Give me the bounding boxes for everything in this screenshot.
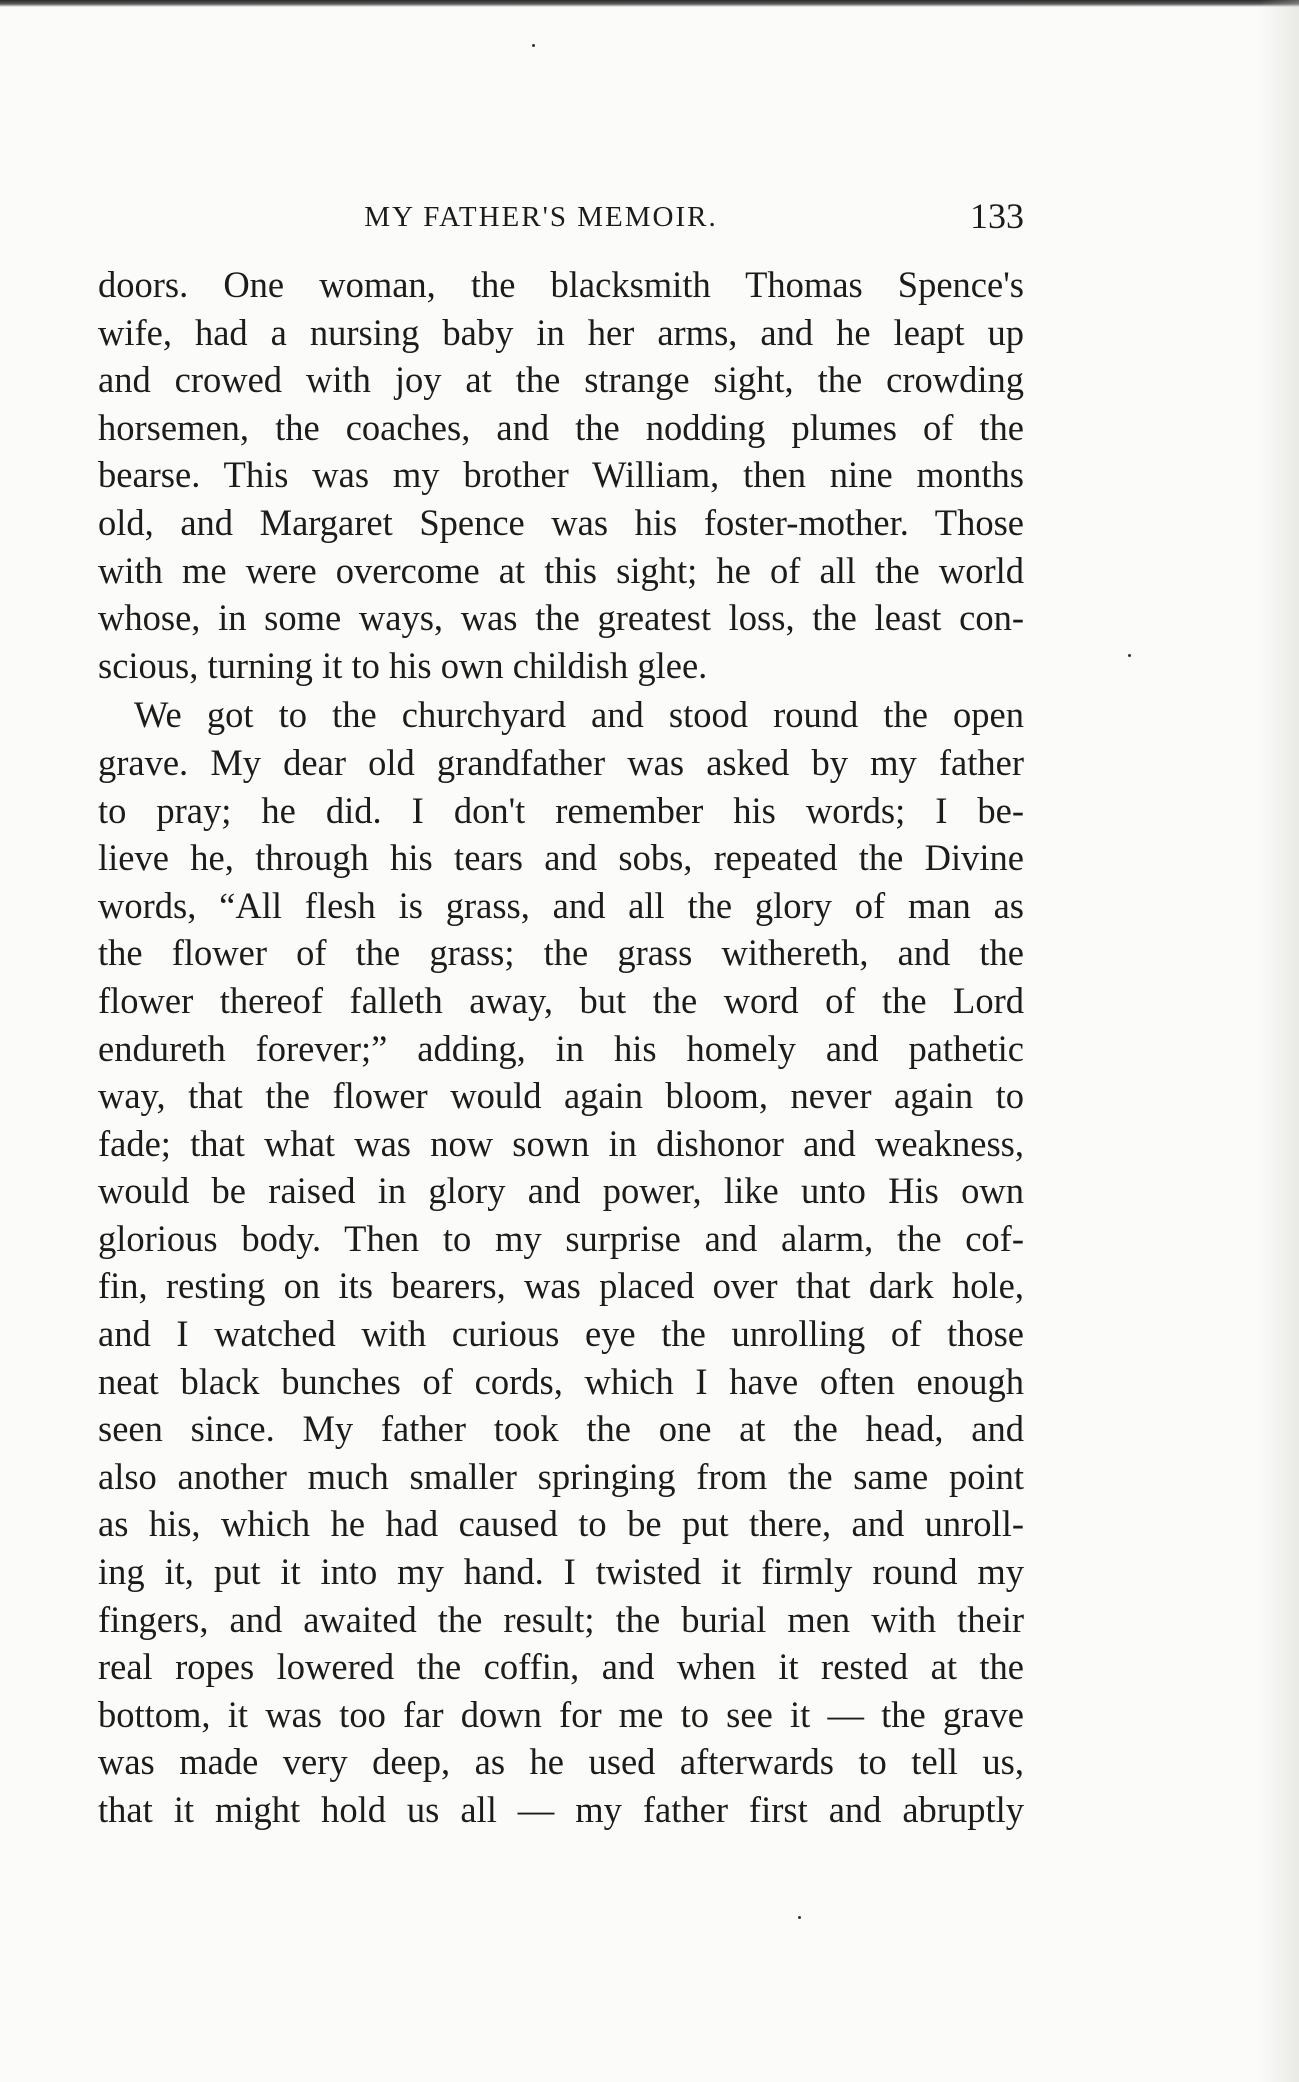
paragraph bbox=[98, 691, 1024, 1833]
text-line: doors. One woman, the blacksmith Thomas Spence's bbox=[98, 264, 1024, 305]
text-line: was made very deep, as he used afterwards to tell us, bbox=[98, 1741, 1024, 1783]
text-line: whose, in some ways, was the greatest loss, the least con- bbox=[98, 597, 1024, 639]
text-line: real ropes lowered the coffin, and when it rested at the bbox=[98, 1646, 1024, 1688]
text-line: way, that the flower would again bloom, never again to bbox=[98, 1075, 1024, 1117]
text-line: that it might hold us all — my father first and abruptly bbox=[98, 1789, 1024, 1830]
text-line: horsemen, the coaches, and the nodding plumes of the bbox=[98, 406, 1024, 448]
text-line: We got to the churchyard and stood round the open bbox=[134, 694, 1024, 736]
text-line: seen since. My father took the one at the head, and bbox=[98, 1408, 1024, 1450]
ink-speck bbox=[798, 1916, 801, 1919]
text-line: fade; that what was now sown in dishonor and weakness, bbox=[98, 1122, 1024, 1164]
text-line: words, “All flesh is grass, and all the glory of man as bbox=[98, 884, 1024, 926]
ink-speck bbox=[532, 44, 535, 47]
text-line: fin, resting on its bearers, was placed over that dark hole, bbox=[98, 1265, 1024, 1307]
text-line: ing it, put it into my hand. I twisted it firmly round my bbox=[98, 1551, 1024, 1593]
running-head bbox=[98, 195, 1024, 255]
text-line: to pray; he did. I don't remember his words; I be- bbox=[98, 789, 1024, 831]
text-line: bottom, it was too far down for me to see it — the grave bbox=[98, 1693, 1024, 1735]
text-line: and crowed with joy at the strange sight, the crowding bbox=[98, 359, 1024, 401]
text-line: as his, which he had caused to be put there, and unroll- bbox=[98, 1503, 1024, 1545]
text-line: bearse. This was my brother William, then nine months bbox=[98, 454, 1024, 496]
text-line: wife, had a nursing baby in her arms, and he leapt up bbox=[98, 311, 1024, 353]
text-line: grave. My dear old grandfather was asked by my father bbox=[98, 741, 1024, 783]
text-line: the flower of the grass; the grass withereth, and the bbox=[98, 932, 1024, 974]
text-line: fingers, and awaited the result; the burial men with their bbox=[98, 1598, 1024, 1640]
text-line: endureth forever;” adding, in his homely and pathetic bbox=[98, 1027, 1024, 1069]
text-line: old, and Margaret Spence was his foster-mother. Those bbox=[98, 501, 1024, 543]
running-head-title: MY FATHER'S MEMOIR. bbox=[364, 201, 718, 233]
book-page bbox=[98, 195, 1024, 1834]
text-line: also another much smaller springing from the same point bbox=[98, 1455, 1024, 1497]
page-top-edge bbox=[0, 0, 1299, 7]
text-line: and I watched with curious eye the unrolling of those bbox=[98, 1313, 1024, 1355]
text-line: would be raised in glory and power, like unto His own bbox=[98, 1170, 1024, 1212]
text-line: with me were overcome at this sight; he of all the world bbox=[98, 549, 1024, 591]
binding-shadow bbox=[1259, 0, 1299, 2082]
page-number: 133 bbox=[970, 196, 1024, 236]
body-text bbox=[98, 261, 1024, 1834]
text-line: scious, turning it to his own childish glee. bbox=[98, 644, 708, 686]
text-line: lieve he, through his tears and sobs, repeated the Divine bbox=[98, 837, 1024, 879]
text-line: neat black bunches of cords, which I have often enough bbox=[98, 1360, 1024, 1402]
ink-speck bbox=[1128, 654, 1131, 657]
paragraph bbox=[98, 261, 1024, 689]
text-line: flower thereof falleth away, but the word of the Lord bbox=[98, 979, 1024, 1021]
text-line: glorious body. Then to my surprise and alarm, the cof- bbox=[98, 1217, 1024, 1259]
